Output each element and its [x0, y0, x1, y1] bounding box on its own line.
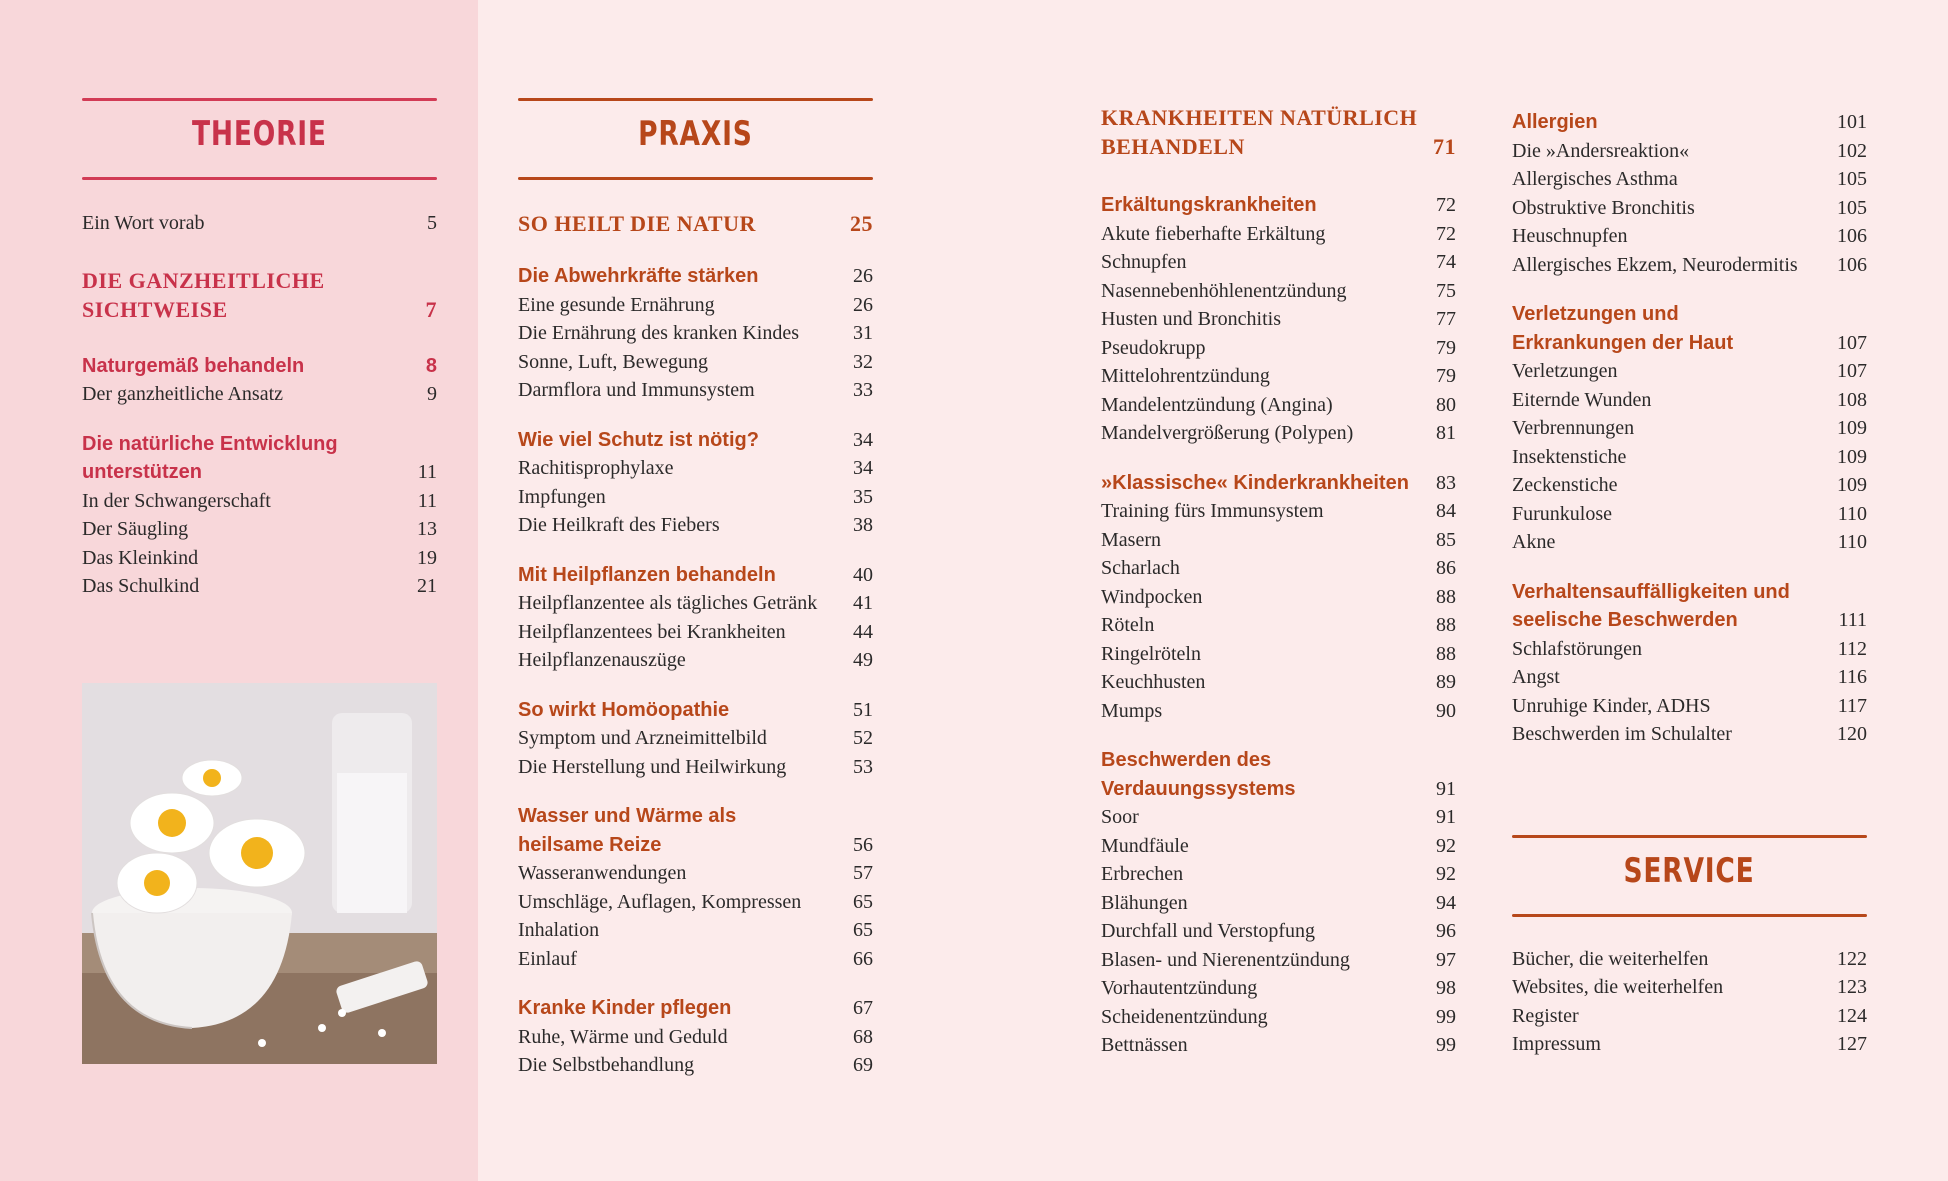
toc-entry[interactable]: Mumps 90	[1101, 699, 1456, 722]
praxis-column	[518, 98, 873, 1080]
toc-group-homoeopathie[interactable]: So wirkt Homöopathie 51	[518, 698, 873, 721]
toc-group-heilpflanzen[interactable]: Mit Heilpflanzen behandeln 40	[518, 563, 873, 586]
toc-entry[interactable]: Bücher, die weiterhelfen 122	[1512, 947, 1867, 970]
toc-section-ganzheitliche[interactable]: DIE GANZHEITLICHE SICHTWEISE 7	[82, 267, 437, 322]
toc-entry[interactable]: Ruhe, Wärme und Geduld 68	[518, 1025, 873, 1048]
toc-entry[interactable]: Unruhige Kinder, ADHS 117	[1512, 694, 1867, 717]
toc-entry[interactable]: Sonne, Luft, Bewegung 32	[518, 350, 873, 373]
toc-entry[interactable]: Schlafstörungen 112	[1512, 637, 1867, 660]
praxis-heading: PRAXIS	[518, 98, 873, 180]
heading-rule-bottom	[82, 177, 437, 180]
toc-entry[interactable]: Die Herstellung und Heilwirkung 53	[518, 755, 873, 778]
toc-entry[interactable]: Ringelröteln 88	[1101, 642, 1456, 665]
toc-entry[interactable]: Heilpflanzentees bei Krankheiten 44	[518, 620, 873, 643]
toc-entry[interactable]: Eine gesunde Ernährung 26	[518, 293, 873, 316]
heading-rule-top	[82, 98, 437, 101]
toc-entry[interactable]: Zeckenstiche 109	[1512, 474, 1867, 496]
krankheiten-column	[1101, 103, 1456, 1060]
toc-entry[interactable]: Nasennebenhöhlenentzündung 75	[1101, 279, 1456, 302]
toc-entry[interactable]: Das Kleinkind 19	[82, 546, 437, 569]
toc-group-verdauung[interactable]: Beschwerden des Verdauungssystems 91	[1101, 749, 1456, 800]
toc-entry[interactable]: Scheidenentzündung 99	[1101, 1005, 1456, 1028]
toc-entry[interactable]: In der Schwangerschaft 11	[82, 489, 437, 512]
toc-entry[interactable]: Heuschnupfen 106	[1512, 225, 1867, 247]
toc-group-pflegen[interactable]: Kranke Kinder pflegen 67	[518, 997, 873, 1019]
toc-entry[interactable]: Insektenstiche 109	[1512, 445, 1867, 468]
toc-entry[interactable]: Impfungen 35	[518, 485, 873, 508]
heading-rule-top	[1512, 835, 1867, 838]
toc-entry[interactable]: Verbrennungen 109	[1512, 417, 1867, 439]
toc-entry[interactable]: Wasseranwendungen 57	[518, 862, 873, 884]
toc-entry[interactable]: Die Heilkraft des Fiebers 38	[518, 514, 873, 536]
toc-entry[interactable]: Eiternde Wunden 108	[1512, 388, 1867, 411]
theorie-column	[82, 98, 437, 601]
toc-entry[interactable]: Mittelohrentzündung 79	[1101, 365, 1456, 387]
toc-entry[interactable]: Verletzungen 107	[1512, 360, 1867, 382]
toc-entry[interactable]: Furunkulose 110	[1512, 502, 1867, 525]
chamomile-photo	[82, 683, 437, 1064]
service-heading: SERVICE	[1512, 835, 1867, 917]
toc-entry[interactable]: Einlauf 66	[518, 947, 873, 970]
toc-group-naturgemaess[interactable]: Naturgemäß behandeln 8	[82, 354, 437, 377]
toc-entry[interactable]: Pseudokrupp 79	[1101, 336, 1456, 359]
toc-entry[interactable]: Symptom und Arzneimittelbild 52	[518, 727, 873, 749]
toc-entry[interactable]: Blähungen 94	[1101, 891, 1456, 914]
toc-entry[interactable]: Durchfall und Verstopfung 96	[1101, 920, 1456, 942]
toc-entry[interactable]: Beschwerden im Schulalter 120	[1512, 723, 1867, 745]
toc-group-schutz[interactable]: Wie viel Schutz ist nötig? 34	[518, 428, 873, 451]
toc-group-erkaeltung[interactable]: Erkältungskrankheiten 72	[1101, 194, 1456, 216]
toc-entry[interactable]: Das Schulkind 21	[82, 575, 437, 597]
toc-group-haut[interactable]: Verletzungen und Erkrankungen der Haut 107	[1512, 303, 1867, 354]
toc-section-krankheiten[interactable]: KRANKHEITEN NATÜRLICH BEHANDELN 71	[1101, 105, 1456, 159]
toc-entry[interactable]: Mandelvergrößerung (Polypen) 81	[1101, 422, 1456, 444]
right-column	[1512, 108, 1867, 1059]
toc-entry[interactable]: Soor 91	[1101, 806, 1456, 828]
toc-entry[interactable]: Websites, die weiterhelfen 123	[1512, 976, 1867, 998]
toc-section-so-heilt[interactable]: SO HEILT DIE NATUR 25	[518, 211, 873, 236]
toc-entry[interactable]: Windpocken 88	[1101, 585, 1456, 608]
heading-rule-bottom	[518, 177, 873, 180]
toc-entry[interactable]: Allergisches Ekzem, Neurodermitis 106	[1512, 253, 1867, 276]
toc-entry[interactable]: Scharlach 86	[1101, 557, 1456, 579]
toc-entry[interactable]: Rachitisprophylaxe 34	[518, 457, 873, 479]
toc-entry[interactable]: Die »Andersreaktion« 102	[1512, 139, 1867, 162]
toc-group-allergien[interactable]: Allergien 101	[1512, 111, 1867, 133]
toc-group-kinderkrankheiten[interactable]: »Klassische« Kinderkrankheiten 83	[1101, 471, 1456, 494]
daisy-bowl-illustration	[82, 683, 437, 1064]
heading-rule-top	[518, 98, 873, 101]
toc-entry[interactable]: Keuchhusten 89	[1101, 671, 1456, 693]
toc-entry[interactable]: Mandelentzündung (Angina) 80	[1101, 393, 1456, 416]
toc-entry[interactable]: Ein Wort vorab 5	[82, 212, 437, 234]
toc-entry[interactable]: Vorhautentzündung 98	[1101, 977, 1456, 999]
toc-entry[interactable]: Schnupfen 74	[1101, 251, 1456, 273]
heading-rule-bottom	[1512, 914, 1867, 917]
toc-entry[interactable]: Die Selbstbehandlung 69	[518, 1054, 873, 1076]
toc-entry[interactable]: Der Säugling 13	[82, 518, 437, 540]
toc-entry[interactable]: Der ganzheitliche Ansatz 9	[82, 383, 437, 405]
toc-entry[interactable]: Blasen- und Nierenentzündung 97	[1101, 948, 1456, 971]
toc-entry[interactable]: Heilpflanzentee als tägliches Getränk 41	[518, 592, 873, 614]
toc-entry[interactable]: Erbrechen 92	[1101, 863, 1456, 885]
toc-entry[interactable]: Bettnässen 99	[1101, 1034, 1456, 1056]
toc-entry[interactable]: Allergisches Asthma 105	[1512, 168, 1867, 190]
toc-group-wasser[interactable]: Wasser und Wärme als heilsame Reize 56	[518, 805, 873, 856]
toc-entry[interactable]: Training fürs Immunsystem 84	[1101, 500, 1456, 522]
theorie-heading: THEORIE	[82, 98, 437, 180]
toc-entry[interactable]: Mundfäule 92	[1101, 834, 1456, 857]
toc-entry[interactable]: Impressum 127	[1512, 1033, 1867, 1055]
toc-entry[interactable]: Masern 85	[1101, 528, 1456, 551]
toc-group-entwicklung[interactable]: Die natürliche Entwicklung unterstützen 11	[82, 432, 437, 483]
toc-entry[interactable]: Heilpflanzenauszüge 49	[518, 649, 873, 671]
toc-entry[interactable]: Inhalation 65	[518, 919, 873, 941]
toc-entry[interactable]: Röteln 88	[1101, 614, 1456, 636]
toc-entry[interactable]: Umschläge, Auflagen, Kompressen 65	[518, 890, 873, 913]
toc-group-abwehr[interactable]: Die Abwehrkräfte stärken 26	[518, 265, 873, 287]
toc-entry[interactable]: Akne 110	[1512, 531, 1867, 553]
toc-entry[interactable]: Register 124	[1512, 1004, 1867, 1027]
toc-entry[interactable]: Angst 116	[1512, 666, 1867, 688]
toc-group-verhalten[interactable]: Verhaltensauffälligkeiten und seelische Beschwerden 111	[1512, 580, 1867, 631]
toc-entry[interactable]: Die Ernährung des kranken Kindes 31	[518, 322, 873, 344]
toc-entry[interactable]: Akute fieberhafte Erkältung 72	[1101, 222, 1456, 245]
toc-entry[interactable]: Darmflora und Immunsystem 33	[518, 379, 873, 401]
toc-entry[interactable]: Obstruktive Bronchitis 105	[1512, 196, 1867, 219]
toc-entry[interactable]: Husten und Bronchitis 77	[1101, 308, 1456, 330]
